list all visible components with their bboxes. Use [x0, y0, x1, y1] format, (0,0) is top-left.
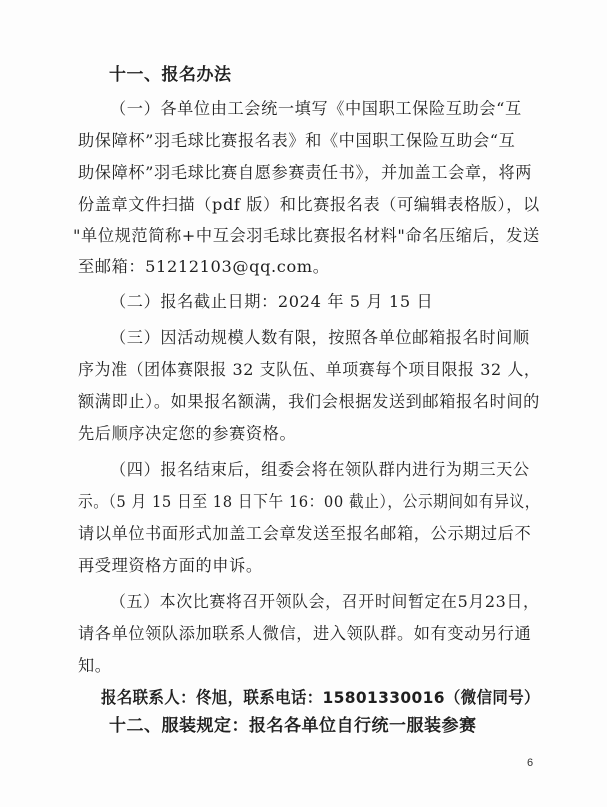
- item4-line-4: 再受理资格方面的申诉。: [78, 556, 263, 575]
- page-number: 6: [527, 757, 534, 769]
- item3-line-4: 先后顺序决定您的参赛资格。: [78, 424, 297, 443]
- item4-line-2: 示。（5 月 15 日至 18 日下午 16：00 截止），公示期间如有异议，: [78, 492, 540, 511]
- registration-contact: 报名联系人：佟旭，联系电话：15801330016（微信同号）: [101, 688, 540, 707]
- item1-line-4: 份盖章文件扫描（pdf 版）和比赛报名表（可编辑表格版），以: [78, 195, 540, 214]
- item2-line-1: （二）报名截止日期：2024 年 5 月 15 日: [110, 292, 434, 311]
- item5-line-2: 请各单位领队添加联系人微信，进入领队群。如有变动另行通: [78, 624, 532, 643]
- item5-line-3: 知。: [78, 656, 112, 675]
- item1-line-6: 至邮箱：51212103@qq.com。: [78, 257, 330, 276]
- section-11-heading: 十一、报名办法: [109, 65, 232, 85]
- item3-line-1: （三）因活动规模人数有限，按照各单位邮箱报名时间顺: [110, 328, 530, 347]
- item3-line-2: 序为准（团体赛限报 32 支队伍、单项赛每个项目限报 32 人，: [78, 360, 541, 379]
- section-12-heading: 十二、服装规定：报名各单位自行统一服装参赛: [109, 716, 477, 736]
- item4-line-3: 请以单位书面形式加盖工会章发送至报名邮箱，公示期过后不: [78, 524, 532, 543]
- item1-line-1: （一）各单位由工会统一填写《中国职工保险互助会“互: [110, 99, 522, 118]
- item3-line-3: 额满即止）。如果报名额满，我们会根据发送到邮箱报名时间的: [78, 392, 540, 411]
- item1-line-2: 助保障杯”羽毛球比赛报名表》和《中国职工保险互助会“互: [78, 131, 516, 150]
- item1-line-5: "单位规范简称+中互会羽毛球比赛报名材料"命名压缩后，发送: [73, 226, 540, 245]
- item1-line-3: 助保障杯”羽毛球比赛自愿参赛责任书》，并加盖工会章，将两: [78, 163, 533, 182]
- item5-line-1: （五）本次比赛将召开领队会，召开时间暂定在5月23日，: [110, 592, 540, 611]
- item4-line-1: （四）报名结束后，组委会将在领队群内进行为期三天公: [110, 460, 530, 479]
